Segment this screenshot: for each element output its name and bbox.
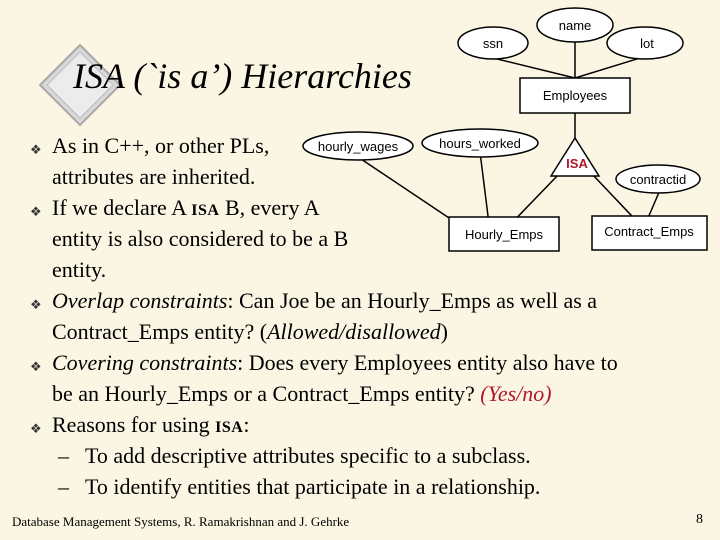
bullet-3-text: : Can Joe be an Hourly_Emps as well as a — [227, 288, 598, 313]
bullet-mark-icon: ❖ — [30, 421, 42, 436]
bullet-3-line-2 — [52, 316, 448, 347]
isa-label: ISA — [566, 156, 588, 171]
bullet-4-text: be an Hourly_Emps or a Contract_Emps entity? — [52, 381, 481, 406]
allowed-disallowed-term: Allowed/disallowed — [267, 319, 441, 344]
attr-hourly-wages-label: hourly_wages — [317, 139, 399, 154]
sub-bullet-2: To identify entities that participate in a relationship. — [85, 474, 541, 499]
bullet-4-line-1 — [52, 347, 618, 378]
bullet-4-line-2 — [52, 378, 552, 409]
sub-bullet-dash: – — [58, 443, 69, 468]
covering-constraints-term: Covering constraints — [52, 350, 238, 375]
bullet-mark-icon: ❖ — [30, 359, 42, 374]
attr-contractid-label: contractid — [629, 172, 687, 187]
bullet-5-line-1 — [52, 409, 249, 443]
bullet-mark-icon: ❖ — [30, 142, 42, 157]
attr-ssn-label: ssn — [482, 36, 504, 51]
bullet-1-line-2: attributes are inherited. — [52, 164, 256, 189]
slide-footer: Database Management Systems, R. Ramakrishnan and J. Gehrke — [12, 514, 350, 529]
bullet-2-line-1 — [52, 192, 320, 226]
bullet-mark-icon: ❖ — [30, 204, 42, 219]
bullet-2-line-3: entity. — [52, 257, 107, 282]
bullet-2-line-2: entity is also considered to be a B — [52, 226, 349, 251]
bullet-1-line-1: As in C++, or other PLs, — [52, 133, 270, 158]
bullet-5-text: : — [243, 412, 250, 437]
bullet-5-text: Reasons for using — [52, 412, 216, 437]
isa-keyword: ISA — [191, 202, 220, 219]
yes-no-term: (Yes/no) — [480, 381, 552, 406]
sub-bullet-1: To add descriptive attributes specific to a subclass. — [85, 443, 531, 468]
sub-bullet-dash: – — [58, 474, 69, 499]
bullet-4-text: : Does every Employees entity also have to — [237, 350, 618, 375]
bullet-mark-icon: ❖ — [30, 297, 42, 312]
entity-hourly-emps-label: Hourly_Emps — [464, 227, 544, 242]
attr-lot-label: lot — [640, 36, 654, 51]
bullet-2-text: B, every A — [219, 195, 320, 220]
attr-name-label: name — [558, 18, 592, 33]
attr-hours-worked-label: hours_worked — [439, 136, 521, 151]
entity-employees-label: Employees — [542, 88, 608, 103]
slide-title: ISA (`is a’) Hierarchies — [73, 56, 412, 96]
page-number: 8 — [696, 512, 703, 527]
bullet-2-text: If we declare A — [52, 195, 192, 220]
overlap-constraints-term: Overlap constraints — [52, 288, 228, 313]
isa-keyword: ISA — [215, 419, 244, 436]
bullet-3-text: Contract_Emps entity? ( — [52, 319, 268, 344]
entity-contract-emps-label: Contract_Emps — [604, 224, 694, 239]
bullet-3-line-1 — [52, 285, 597, 316]
bullet-3-text: ) — [440, 319, 448, 344]
